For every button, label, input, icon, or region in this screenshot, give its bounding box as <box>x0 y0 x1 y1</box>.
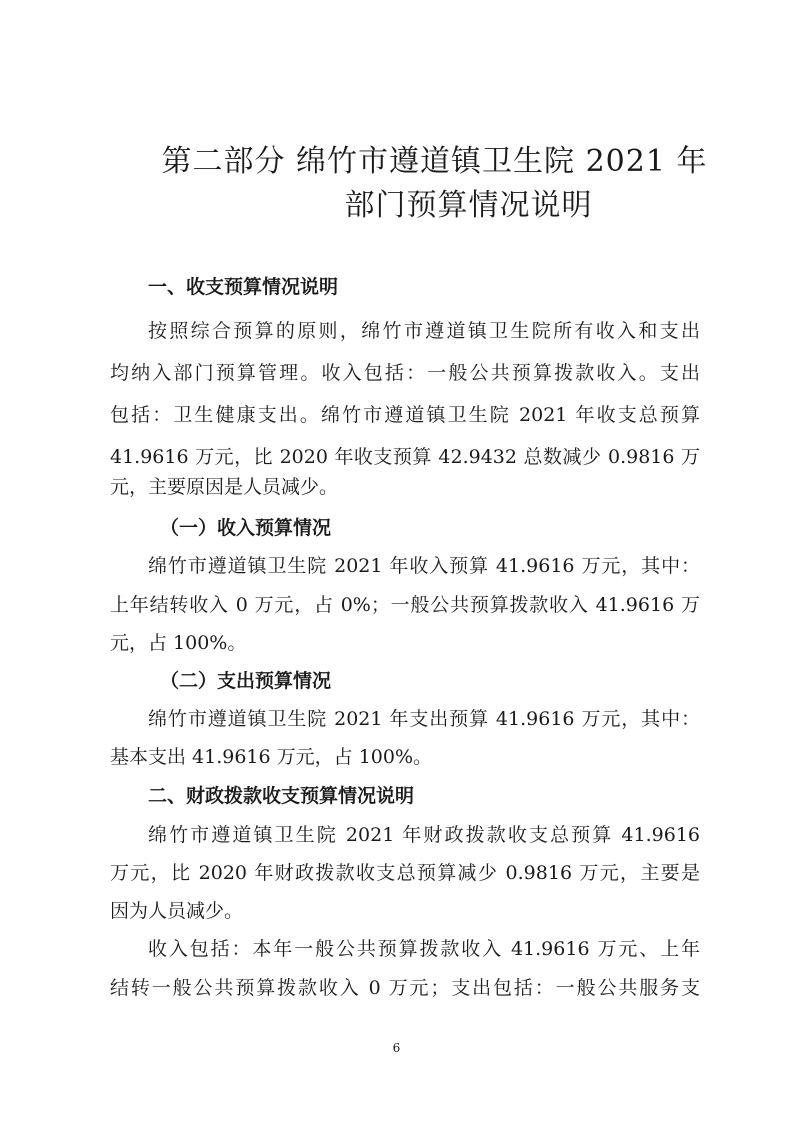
section-2-para-line: 绵竹市遵道镇卫生院 2021 年财政拨款收支总预算 41.9616 <box>148 824 700 846</box>
income-para-line: 元，占 100%。 <box>110 632 247 654</box>
income-para-line: 绵竹市遵道镇卫生院 2021 年收入预算 41.9616 万元，其中： <box>148 555 700 577</box>
expense-para-line: 绵竹市遵道镇卫生院 2021 年支出预算 41.9616 万元，其中： <box>148 708 700 730</box>
document-title-line-2: 部门预算情况说明 <box>344 188 593 223</box>
document-title-line-1: 第二部分 绵竹市遵道镇卫生院 2021 年 <box>161 144 708 179</box>
section-2-para2-line: 结转一般公共预算拨款收入 0 万元；支出包括：一般公共服务支 <box>110 977 700 999</box>
subsection-expense-heading: （二）支出预算情况 <box>160 670 332 692</box>
subsection-income-heading: （一）收入预算情况 <box>160 517 332 539</box>
section-2-para-line: 万元，比 2020 年财政拨款收支总预算减少 0.9816 万元，主要是 <box>110 862 700 884</box>
income-para-line: 上年结转收入 0 万元，占 0%；一般公共预算拨款收入 41.9616 万 <box>110 594 700 616</box>
section-1-para-line: 41.9616 万元，比 2020 年收支预算 42.9432 总数减少 0.9816 万 <box>110 446 700 468</box>
page-number: 6 <box>392 1041 401 1055</box>
section-2-para2-line: 收入包括：本年一般公共预算拨款收入 41.9616 万元、上年 <box>148 938 700 960</box>
section-2-heading: 二、财政拨款收支预算情况说明 <box>148 785 415 807</box>
section-1-para-line: 按照综合预算的原则，绵竹市遵道镇卫生院所有收入和支出 <box>148 320 700 342</box>
section-1-para-line: 均纳入部门预算管理。收入包括：一般公共预算拨款收入。支出 <box>110 362 700 384</box>
section-1-heading: 一、收支预算情况说明 <box>148 276 339 298</box>
expense-para-line: 基本支出 41.9616 万元，占 100%。 <box>110 746 433 768</box>
section-2-para-line: 因为人员减少。 <box>110 900 244 922</box>
section-1-para-line: 包括：卫生健康支出。绵竹市遵道镇卫生院 2021 年收支总预算 <box>110 404 700 426</box>
section-1-para-line: 元，主要原因是人员减少。 <box>110 476 339 498</box>
